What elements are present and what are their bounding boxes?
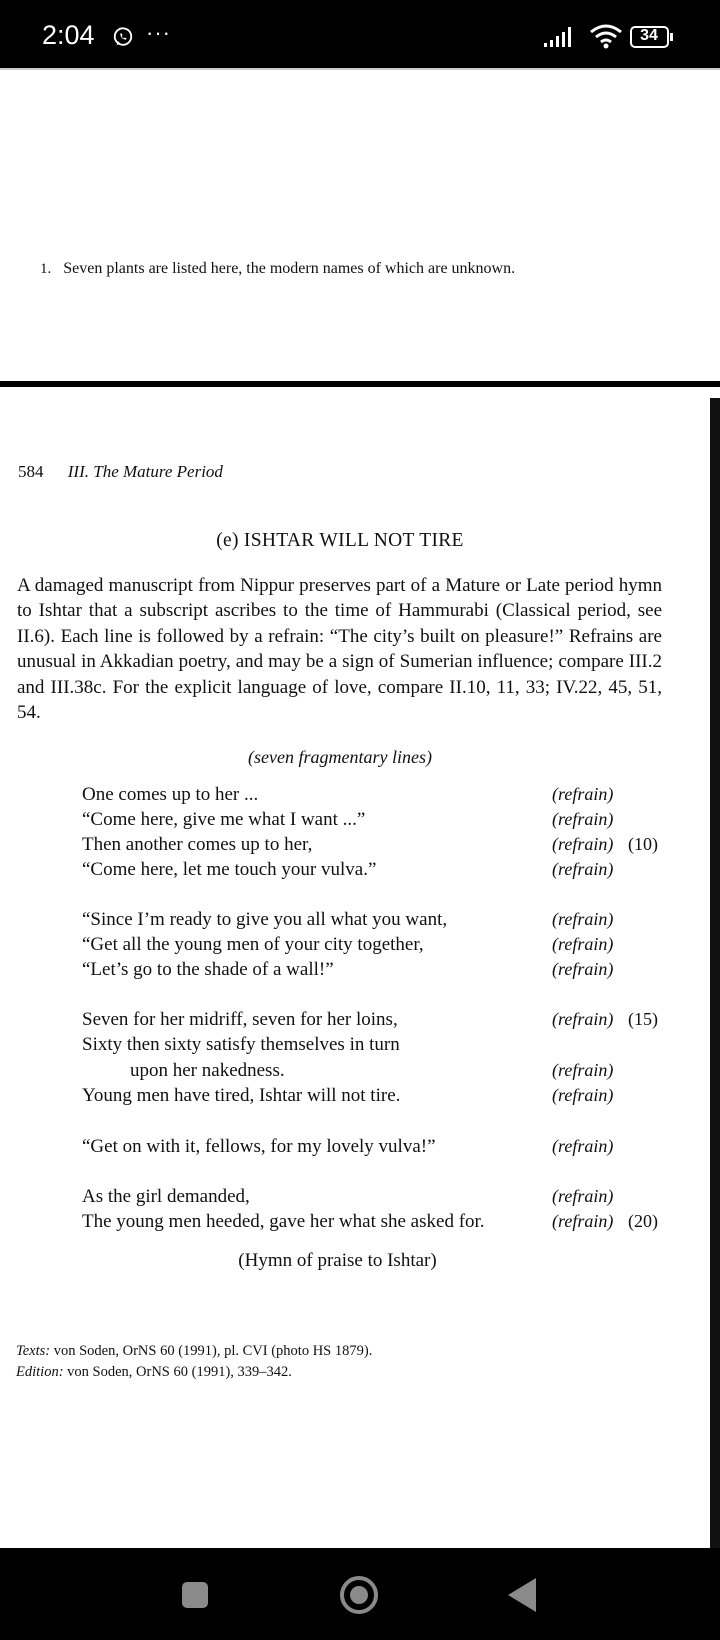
status-time: 2:04 (42, 20, 95, 50)
refrain: (refrain) (552, 1085, 614, 1105)
poem-line: “Come here, give me what I want ...” (82, 809, 366, 830)
line-number: (15) (628, 1009, 658, 1029)
edition-citation (16, 1364, 292, 1381)
poem-line: Then another comes up to her, (82, 834, 313, 855)
more-notifications-icon: ··· (146, 20, 171, 45)
refrain: (refrain) (552, 809, 614, 829)
poem-line: upon her nakedness. (130, 1060, 285, 1081)
page-edge-shadow (710, 398, 720, 1548)
texts-label: Texts: (16, 1343, 51, 1359)
refrain: (refrain) (552, 1009, 614, 1029)
refrain: (refrain) (552, 1186, 614, 1206)
poem-line: The young men heeded, gave her what she asked for. (82, 1211, 485, 1232)
line-number: (20) (628, 1211, 658, 1231)
page-divider (0, 381, 720, 387)
refrain: (refrain) (552, 859, 614, 879)
battery-level: 34 (640, 27, 658, 44)
poem-line: “Come here, let me touch your vulva.” (82, 859, 377, 880)
refrain: (refrain) (552, 934, 614, 954)
footnote-text: Seven plants are listed here, the modern names of which are unknown. (63, 260, 516, 277)
refrain: (refrain) (552, 1211, 614, 1231)
refrain: (refrain) (552, 1060, 614, 1080)
navigation-bar (0, 1548, 720, 1640)
poem-line: One comes up to her ... (82, 784, 259, 805)
refrain: (refrain) (552, 1136, 614, 1156)
line-number: (10) (628, 834, 658, 854)
poem-line: “Get all the young men of your city together, (82, 934, 424, 955)
closing-note: (Hymn of praise to Ishtar) (238, 1250, 437, 1271)
edition-value: von Soden, OrNS 60 (1991), 339–342. (67, 1364, 292, 1380)
footnote (40, 260, 515, 278)
footnote-number: 1. (40, 261, 52, 277)
page-number: 584 (18, 462, 44, 481)
intro-paragraph: A damaged manuscript from Nippur preserves part of a Mature or Late period hymn to Ishtar that a subscript ascribes to the time of Hammurabi (Classical period, see II.6). Each line is followed by a refrain: “The city’s built on pleasure!” Refrains are unusual in Akkadian poetry, and may be a sign of Sumerian influence; compare III.2 and III.38c. For the explicit language of love, compare II.10, 11, 33; IV.22, 45, 51, 54. (17, 575, 662, 724)
refrain: (refrain) (552, 909, 614, 929)
fragment-note: (seven fragmentary lines) (248, 747, 432, 767)
running-title: III. The Mature Period (67, 462, 223, 481)
wifi-icon (588, 22, 624, 50)
poem-line: Sixty then sixty satisfy themselves in turn (82, 1034, 400, 1055)
poem-line: Seven for her midriff, seven for her loins, (82, 1009, 398, 1030)
running-header (18, 462, 223, 482)
poem-line: Young men have tired, Ishtar will not tire. (82, 1085, 401, 1106)
back-button[interactable] (506, 1576, 538, 1614)
refrain: (refrain) (552, 834, 614, 854)
poem-line: “Get on with it, fellows, for my lovely vulva!” (82, 1136, 436, 1157)
whatsapp-icon (112, 26, 134, 48)
refrain: (refrain) (552, 784, 614, 804)
recent-apps-button[interactable] (180, 1580, 210, 1610)
poem-line: “Let’s go to the shade of a wall!” (82, 959, 334, 980)
battery-icon (630, 26, 674, 48)
status-bar (0, 0, 720, 68)
home-button[interactable] (338, 1574, 380, 1616)
refrain: (refrain) (552, 959, 614, 979)
signal-icon (542, 22, 576, 50)
texts-citation (16, 1343, 372, 1360)
poem-line: As the girl demanded, (82, 1186, 250, 1207)
page-top-edge (0, 68, 720, 70)
edition-label: Edition: (16, 1364, 64, 1380)
poem-line: “Since I’m ready to give you all what you want, (82, 909, 448, 930)
texts-value: von Soden, OrNS 60 (1991), pl. CVI (photo HS 1879). (53, 1343, 373, 1359)
section-title: (e) ISHTAR WILL NOT TIRE (216, 530, 464, 551)
